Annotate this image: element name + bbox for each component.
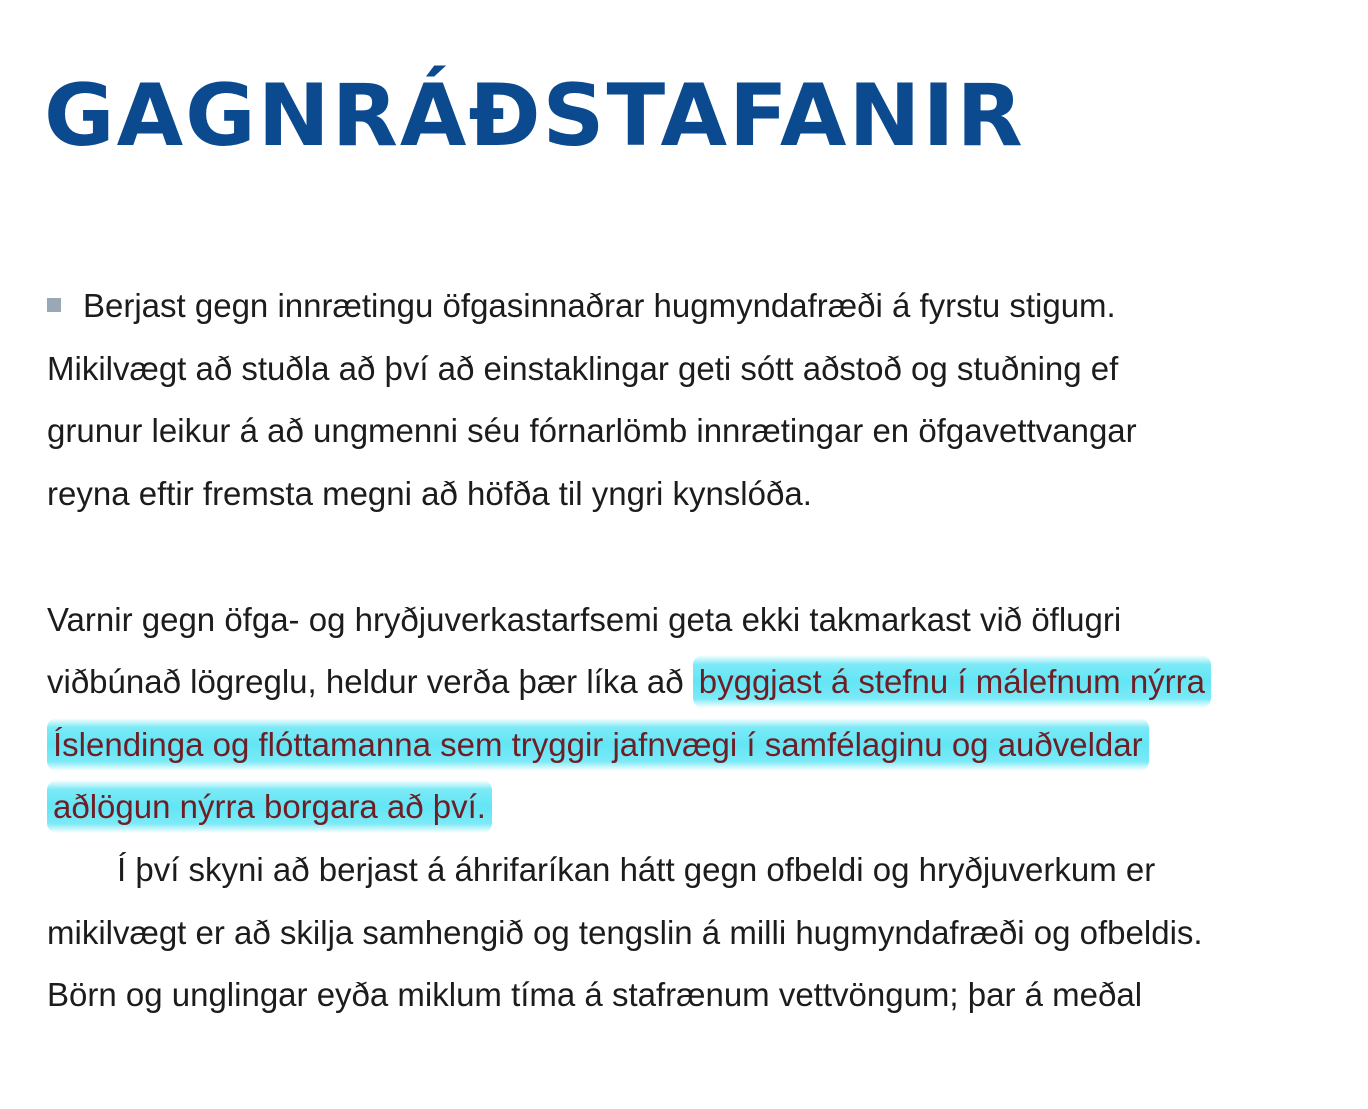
paragraph3-line1-text: Í því skyni að berjast á áhrifaríkan hátt gegn ofbeldi og hryðjuverkum er [117,851,1156,888]
square-bullet-icon [47,298,61,312]
paragraph2-line4 [47,776,492,838]
paragraph1-line4: reyna eftir fremsta megni að höfða til yngri kynslóða. [47,475,812,512]
paragraph1-line3: grunur leikur á að ungmenni séu fórnarlömb innrætingar en öfgavettvangar [47,412,1137,449]
paragraph1-line2: Mikilvægt að stuðla að því að einstaklingar geti sótt aðstoð og stuðning ef [47,350,1119,387]
paragraph1-line1: Berjast gegn innrætingu öfgasinnaðrar hugmyndafræði á fyrstu stigum. [83,287,1116,324]
highlighted-text: Íslendinga og flóttamanna sem tryggir jafnvægi í samfélaginu og auðveldar [47,718,1149,771]
highlighted-text: byggjast á stefnu í málefnum nýrra [693,655,1211,708]
paragraph2-line2-text: viðbúnað lögreglu, heldur verða þær líka að [47,663,693,700]
paragraph2-line1: Varnir gegn öfga- og hryðjuverkastarfsemi geta ekki takmarkast við öflugri [47,601,1122,638]
paragraph3-line2: mikilvægt er að skilja samhengið og tengslin á milli hugmyndafræði og ofbeldis. [47,914,1203,951]
paragraph2-line3 [47,714,1149,776]
bullet-line [47,275,1116,337]
paragraph3-line3: Börn og unglingar eyða miklum tíma á stafrænum vettvöngum; þar á meðal [47,976,1143,1013]
page-title: GAGNRÁÐSTAFANIR [44,66,1025,166]
paragraph2-line2 [47,651,1211,713]
paragraph3-line1 [47,839,1155,901]
highlighted-text: aðlögun nýrra borgara að því. [47,780,492,833]
